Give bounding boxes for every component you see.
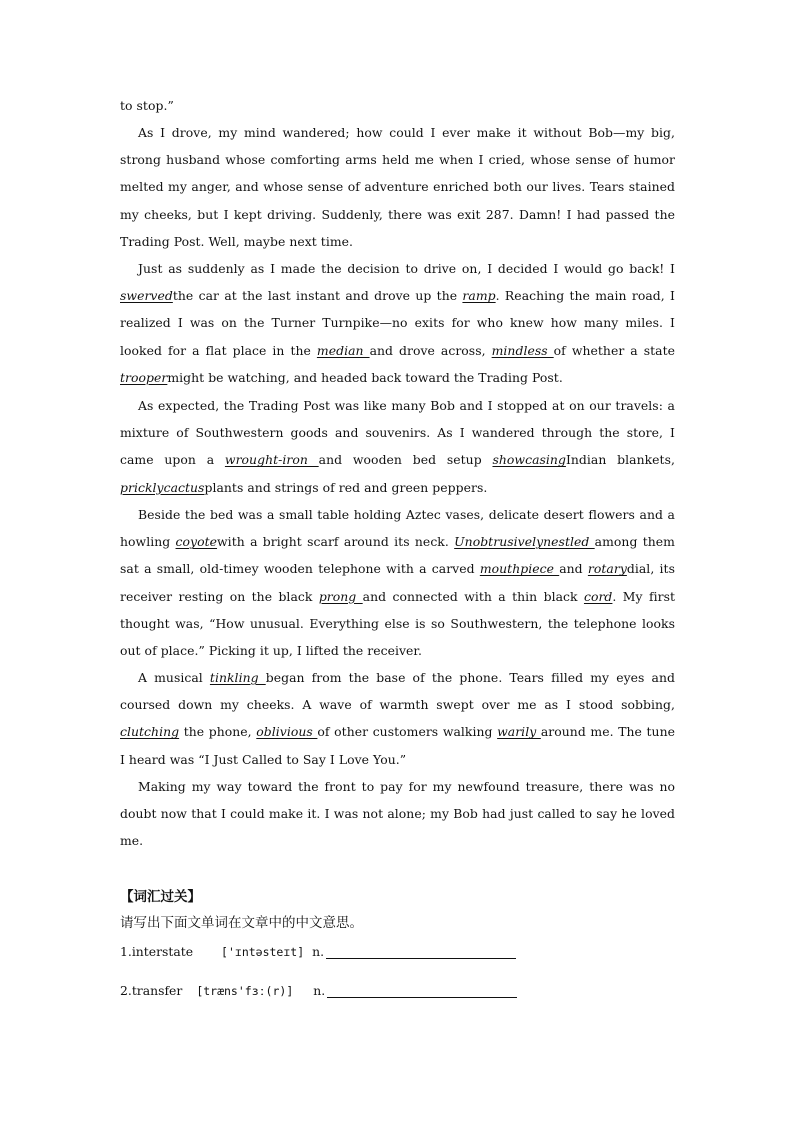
paragraph-text: might be watching, and headed back toward the Trading Post. <box>167 369 563 385</box>
vocab-word: coyote <box>175 534 218 550</box>
vocab-item <box>120 944 516 959</box>
paragraph-text: Making my way toward the front to pay for my newfound treasure, there was no doubt now that I could make it. I was not alone; my Bob had just called to say he loved me. <box>120 779 675 849</box>
paragraph-4 <box>120 501 675 664</box>
paragraph-3 <box>120 392 675 501</box>
vocab-item-phonetic: ['ɪntəsteɪt] <box>221 945 305 959</box>
paragraph-text: the phone, <box>179 724 257 740</box>
paragraph-text: Just as suddenly as I made the decision to drive on, I decided I would go back! I <box>138 261 675 276</box>
answer-blank[interactable] <box>327 985 517 998</box>
paragraph-text: . Reaching the main road, I realized I was on the Turner Turnpike—no exits for who knew how many miles. I looked for a flat place in the <box>120 288 675 358</box>
vocab-item-phonetic: [træns'fɜː(r)] <box>196 984 294 998</box>
paragraph-text: Indian blankets, <box>565 452 675 468</box>
paragraph-text: among them sat a small, old-timey wooden telephone with a carved <box>120 534 675 577</box>
vocab-word: median <box>316 342 370 358</box>
vocab-item-number: 1. <box>120 944 132 959</box>
paragraph-text: As expected, the Trading Post was like many Bob and I stopped at on our travels: a mixture of Southwestern goods and souvenirs. As I wandered through the store, I came upon a <box>120 398 675 468</box>
paragraph-text: As I drove, my mind wandered; how could I ever make it without Bob—my big, strong husband whose comforting arms held me when I cried, whose sense of humor melted my anger, and whose sense of adventure enriched both our lives. Tears stained my cheeks, but I kept driving. Suddenly, there was exit 287. Damn! I had passed the Trading Post. Well, maybe next time. <box>120 125 675 249</box>
paragraph-text: around me. The tune I heard was “I Just Called to Say I Love You.” <box>120 724 675 767</box>
vocab-item-pos: n. <box>312 944 325 959</box>
paragraph-text: and drove across, <box>369 342 492 358</box>
vocab-word: mouthpiece <box>479 561 560 577</box>
answer-blank[interactable] <box>326 946 516 959</box>
paragraph-text: plants and strings of red and green peppers. <box>204 479 488 495</box>
vocab-word: swerved <box>120 288 173 304</box>
vocab-item-number: 2. <box>120 983 132 998</box>
paragraph-5 <box>120 664 675 773</box>
paragraph-0 <box>120 92 675 119</box>
vocab-word: trooper <box>120 369 168 385</box>
vocab-word: mindless <box>491 342 554 358</box>
vocab-word: prong <box>318 588 363 604</box>
paragraph-text: Beside the bed was a small table holding Aztec vases, delicate desert flowers and a howling <box>120 507 675 550</box>
vocab-word: showcasing <box>492 452 566 468</box>
vocab-item <box>120 983 517 998</box>
paragraph-text: of other customers walking <box>317 724 498 740</box>
paragraph-text: with a bright scarf around its neck. <box>217 534 455 550</box>
vocab-word: wrought-iron <box>224 452 319 468</box>
paragraph-text: and connected with a thin black <box>362 588 584 604</box>
paragraph-text: and wooden bed setup <box>318 452 493 468</box>
paragraph-text: of whether a state <box>553 342 676 358</box>
vocab-word: cord <box>583 588 613 604</box>
vocab-word: Unobtrusivelynestled <box>454 534 595 550</box>
paragraph-text: dial, its receiver resting on the black <box>120 561 675 604</box>
paragraph-text: to stop.” <box>120 98 174 113</box>
vocab-word: oblivious <box>256 724 318 740</box>
paragraph-2 <box>120 255 675 391</box>
vocab-word: pricklycactus <box>120 479 205 495</box>
paragraph-text: A musical <box>138 670 210 685</box>
vocab-word: clutching <box>120 724 180 740</box>
paragraph-1 <box>120 119 675 255</box>
vocab-word: warily <box>497 724 541 740</box>
vocab-item-word: interstate <box>131 944 194 959</box>
vocab-word: rotary <box>587 561 627 577</box>
vocab-section-heading: 【词汇过关】 <box>120 889 201 905</box>
paragraph-text: . My first thought was, “How unusual. Everything else is so Southwestern, the telephone looks out of place.” Picking it up, I lifted the receiver. <box>120 588 676 659</box>
paragraph-6 <box>120 773 675 855</box>
vocab-instruction: 请写出下面文单词在文章中的中文意思。 <box>120 915 363 931</box>
paragraph-text: the car at the last instant and drove up the <box>172 288 463 304</box>
vocab-item-word: transfer <box>131 983 183 998</box>
vocab-word: tinkling <box>209 670 266 685</box>
vocab-item-pos: n. <box>313 983 326 998</box>
paragraph-text: began from the base of the phone. Tears filled my eyes and coursed down my cheeks. A wave of warmth swept over me as I stood sobbing, <box>120 670 675 713</box>
paragraph-text: and <box>559 561 588 577</box>
vocab-word: ramp <box>462 288 496 304</box>
